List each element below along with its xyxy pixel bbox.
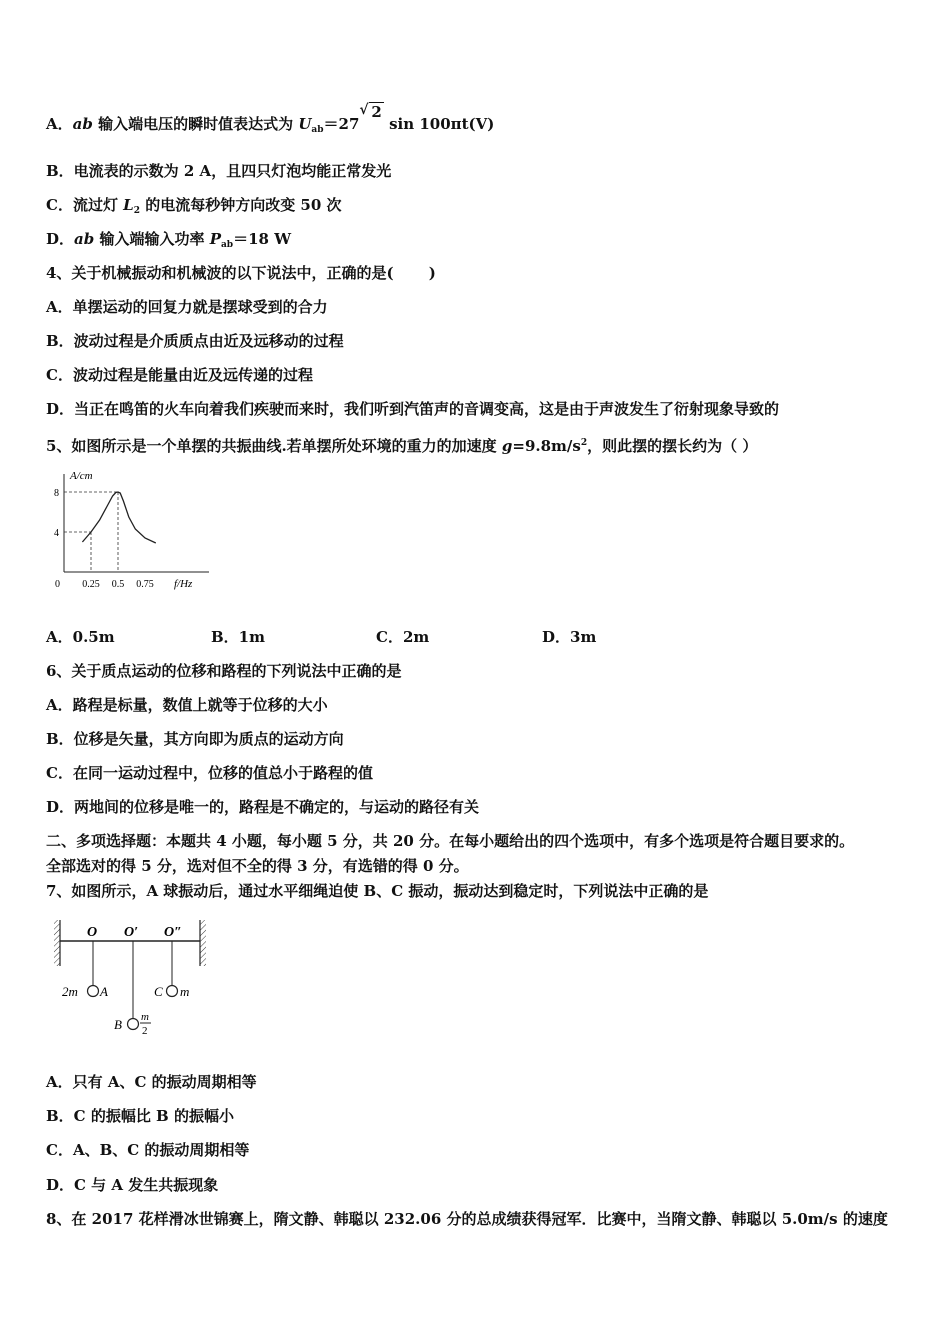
y-tick-label-4: 4 (54, 528, 59, 539)
y-axis-label: A/cm (70, 470, 93, 482)
q5-option-d: D．3m (542, 628, 597, 646)
resonance-curve-line (82, 492, 155, 543)
x-tick-label-0.5: 0.5 (111, 579, 125, 590)
label-B: B (114, 1017, 122, 1032)
q5-option-b: B．1m (211, 628, 265, 646)
q3-option-a: A．ab 输入端电压的瞬时值表达式为 $U_{ab}=27$ √ 2 sin 100πt(V) (46, 102, 495, 135)
label-O-prime: O′ (124, 925, 139, 940)
q6-stem: 6、关于质点运动的位移和路程的下列说法中正确的是 (46, 662, 402, 680)
label-2m: 2m (62, 984, 78, 999)
q5-option-c: C．2m (376, 628, 430, 646)
q4-option-c: C．波动过程是能量由近及远传递的过程 (46, 366, 313, 384)
x-axis-label: f/Hz (174, 578, 193, 590)
section2-heading: 二、多项选择题：本题共 4 小题，每小题 5 分，共 20 分。在每小题给出的四个选项中，有多个选项是符合题目要求的。 (46, 832, 855, 850)
q7-stem: 7、如图所示，A 球振动后，通过水平细绳迫使 B、C 振动，振动达到稳定时，下列说法中正确的是 (46, 882, 709, 900)
q6-option-d: D．两地间的位移是唯一的，路程是不确定的，与运动的路径有关 (46, 798, 480, 816)
q7-option-a: A．只有 A、C 的振动周期相等 (46, 1073, 257, 1091)
ball-B (128, 1019, 139, 1030)
label-A: A (100, 984, 108, 999)
y-tick-label-8: 8 (54, 488, 59, 499)
label-B-denominator: 2 (142, 1025, 148, 1037)
q3-option-d: D．ab 输入端输入功率 $P_{ab}=18$ W (46, 230, 292, 250)
chart-ticks (54, 488, 154, 590)
right-wall (200, 920, 206, 966)
q7-option-c: C．A、B、C 的振动周期相等 (46, 1141, 250, 1159)
q7-option-d: D．C 与 A 发生共振现象 (46, 1176, 219, 1194)
ball-A (88, 986, 99, 997)
q3-option-c: C．流过灯 $L_2$ 的电流每秒钟方向改变 50 次 (46, 196, 342, 216)
q6-option-a: A．路程是标量，数值上就等于位移的大小 (46, 696, 328, 714)
ball-C (167, 986, 178, 997)
left-wall (54, 920, 60, 966)
q8-stem: 8、在 2017 花样滑冰世锦赛上，隋文静、韩聪以 232.06 分的总成绩获得冠军．比赛中，当隋文静、韩聪以 5.0m/s 的速度 (46, 1210, 888, 1228)
q4-option-d: D．当正在鸣笛的火车向着我们疾驶而来时，我们听到汽笛声的音调变高，这是由于声波发生了衍射现象导致的 (46, 400, 780, 418)
label-C: C (154, 984, 163, 999)
q4-option-b: B．波动过程是介质质点由近及远移动的过程 (46, 332, 344, 350)
q7-option-b: B．C 的振幅比 B 的振幅小 (46, 1107, 234, 1125)
q5-option-a: A．0.5m (46, 628, 115, 646)
q3-option-b: B．电流表的示数为 2 A，且四只灯泡均能正常发光 (46, 162, 392, 180)
section2-subheading: 全部选对的得 5 分，选对但不全的得 3 分，有选错的得 0 分。 (46, 857, 469, 875)
pendulum-diagram (50, 916, 215, 1038)
label-O-double-prime: O″ (164, 925, 182, 940)
resonance-curve-chart (46, 462, 216, 597)
label-B-numerator: m (141, 1011, 149, 1023)
label-O: O (87, 925, 98, 940)
x-tick-label-0.25: 0.25 (82, 579, 100, 590)
x-tick-label-0: 0 (55, 579, 60, 590)
sqrt-radical: √ 2 (359, 102, 382, 121)
chart-axes (64, 474, 209, 572)
q4-stem: 4、关于机械振动和机械波的以下说法中，正确的是( ) (46, 264, 436, 282)
q6-option-b: B．位移是矢量，其方向即为质点的运动方向 (46, 730, 344, 748)
q4-option-a: A．单摆运动的回复力就是摆球受到的合力 (46, 298, 328, 316)
label-C-mass: m (180, 984, 190, 999)
q6-option-c: C．在同一运动过程中，位移的值总小于路程的值 (46, 764, 373, 782)
x-tick-label-0.75: 0.75 (136, 579, 154, 590)
q5-stem: 5、如图所示是一个单摆的共振曲线.若单摆所处环境的重力的加速度 $g=9.8m/s^2$，则此摆的摆长约为（ ） (46, 437, 758, 455)
